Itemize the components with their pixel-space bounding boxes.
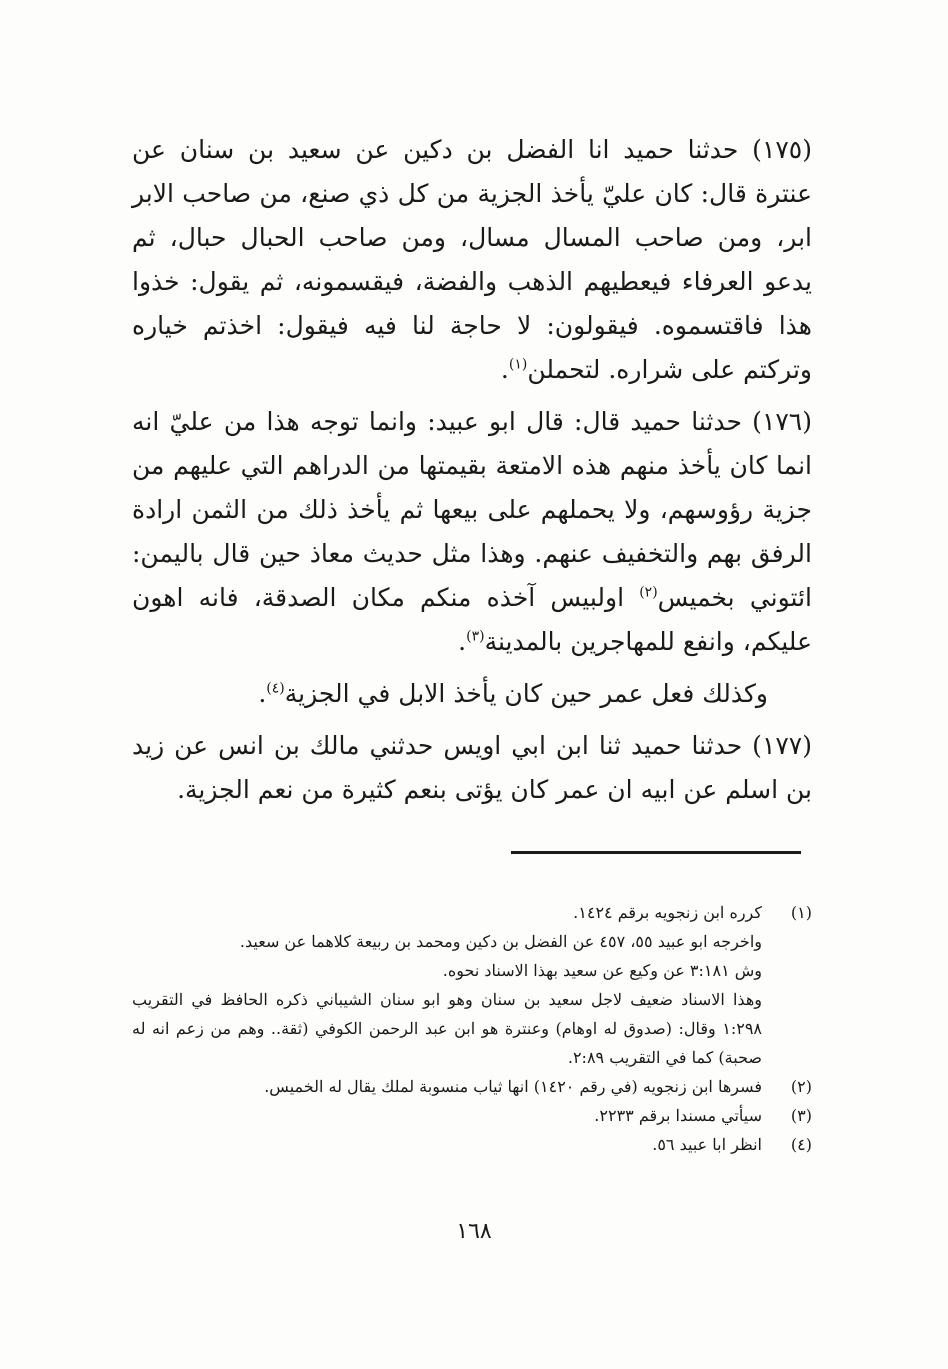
paragraph-177 — [132, 724, 812, 812]
footnote-marker-2: (٢) — [639, 584, 658, 601]
footnote-separator — [511, 851, 801, 854]
footnote-number: (٢) — [790, 1077, 812, 1096]
footnote-line: وش ٣:١٨١ عن وكيع عن سعيد بهذا الاسناد نحوه. — [442, 961, 762, 980]
paragraph-176-text-c: وكذلك فعل عمر حين كان يأخذ الابل في الجزية — [284, 679, 768, 708]
footnote-2 — [132, 1072, 812, 1101]
paragraph-176-continuation — [132, 672, 812, 716]
footnote-body — [132, 1101, 762, 1130]
paragraph-176-end: . — [458, 627, 467, 656]
paragraph-176-c-end: . — [258, 679, 267, 708]
footnote-line: فسرها ابن زنجويه (في رقم ١٤٢٠) انها ثياب منسوبة لملك يقال له الخميس. — [264, 1077, 762, 1096]
paragraph-175 — [132, 128, 812, 392]
footnote-marker-3: (٣) — [466, 628, 485, 645]
paragraph-175-end: . — [500, 355, 509, 384]
footnote-number: (٣) — [790, 1106, 812, 1125]
footnote-body — [132, 1072, 762, 1101]
footnote-body — [132, 1130, 762, 1159]
paragraph-176-text-b: اولبيس آخذه منكم مكان الصدقة، فانه اهون عليكم، وانفع للمهاجرين بالمدينة — [132, 583, 812, 656]
footnote-number: (٤) — [790, 1135, 812, 1154]
footnote-number: (١) — [790, 903, 812, 922]
page-number: ١٦٨ — [456, 1219, 492, 1244]
footnote-3 — [132, 1101, 812, 1130]
footnotes-block — [132, 898, 812, 1159]
footnote-line: كرره ابن زنجويه برقم ١٤٢٤. — [573, 903, 762, 922]
footnote-marker-4: (٤) — [266, 680, 285, 697]
footnote-line: سيأتي مسندا برقم ٢٢٣٣. — [594, 1106, 762, 1125]
footnote-body — [132, 898, 762, 1072]
footnote-line: واخرجه ابو عبيد ٥٥، ٤٥٧ عن الفضل بن دكين ومحمد بن ربيعة كلاهما عن سعيد. — [239, 932, 762, 951]
paragraph-176 — [132, 400, 812, 664]
paragraph-177-text: (١٧٧) حدثنا حميد ثنا ابن ابي اويس حدثني مالك بن انس عن زيد بن اسلم عن ابيه ان عمر كان يؤتى بنعم كثيرة من نعم الجزية. — [132, 731, 812, 804]
footnote-4 — [132, 1130, 812, 1159]
footnote-marker-1: (١) — [508, 356, 528, 373]
footnote-line: وهذا الاسناد ضعيف لاجل سعيد بن سنان وهو ابو سنان الشيباني ذكره الحافظ في التقريب ١:٢٩٨ وقال: (صدوق له اوهام) وعنترة هو ابن عبد الرحمن الكوفي (ثقة.. وهم من زعم انه له صحبة) كما في التقريب ٢:٨٩. — [132, 990, 762, 1067]
footnote-1 — [132, 898, 812, 1072]
main-text-block — [132, 128, 812, 820]
footnote-line: انظر ابا عبيد ٥٦. — [652, 1135, 762, 1154]
paragraph-175-text: (١٧٥) حدثنا حميد انا الفضل بن دكين عن سعيد بن سنان عن عنترة قال: كان عليّ يأخذ الجزية من كل ذي صنع، من صاحب الابر ابر، ومن صاحب المسال مسال، ومن صاحب الحبال حبال، ثم يدعو العرفاء فيعطيهم الذهب والفضة، فيقسمونه، ثم يقول: خذوا هذا فاقتسموه. فيقولون: لا حاجة لنا فيه فيقول: اخذتم خياره وتركتم على شراره. لتحملن — [132, 135, 812, 384]
paragraph-176-text-a: (١٧٦) حدثنا حميد قال: قال ابو عبيد: وانما توجه هذا من عليّ انه انما كان يأخذ منهم هذه الامتعة بقيمتها من الدراهم التي عليهم من جزية رؤوسهم، ولا يحملهم على بيعها ثم يأخذ ذلك من الثمن ارادة الرفق بهم والتخفيف عنهم. وهذا مثل حديث معاذ حين قال باليمن: ائتوني بخميس — [132, 407, 812, 612]
